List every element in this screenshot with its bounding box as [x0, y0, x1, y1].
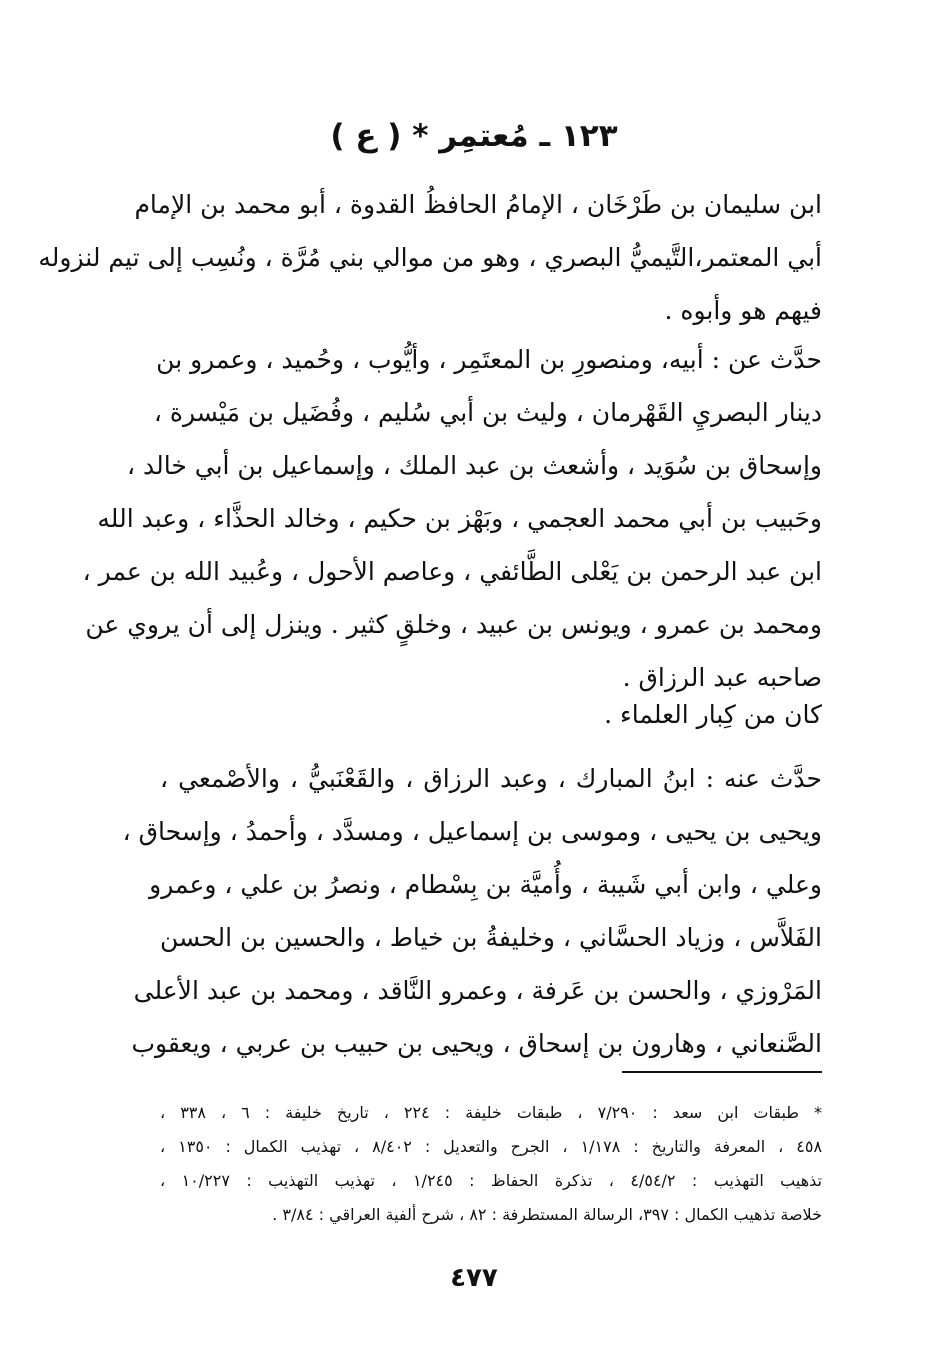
- text-line: حدَّث عن : أبيه، ومنصورِ بن المعتَمِر ، وأيُّوب ، وحُميد ، وعمرو بن: [156, 345, 822, 374]
- text-line: كان من كِبار العلماء .: [604, 700, 822, 729]
- footnotes: [160, 1096, 822, 1232]
- text-line: حدَّث عنه : ابنُ المبارك ، وعبد الرزاق ، والقَعْنَبيُّ ، والأصْمعي ،: [160, 764, 822, 793]
- text-line: الصَّنعاني ، وهارون بن إسحاق ، ويحيى بن حبيب بن عربي ، ويعقوب: [131, 1029, 822, 1058]
- text-line: الفَلاَّس ، وزياد الحسَّاني ، وخليفةُ بن خياط ، والحسين بن الحسن: [160, 923, 822, 952]
- text-line: وإسحاق بن سُوَيد ، وأشعث بن عبد الملك ، وإسماعيل بن أبي خالد ،: [126, 451, 822, 480]
- page-number: ٤٧٧: [450, 1263, 498, 1293]
- paragraph-biography: [38, 178, 822, 337]
- text-line: أبي المعتمر،التَّيميُّ البصري ، وهو من موالي بني مُرَّة ، ونُسِب إلى تيم لنزوله: [38, 243, 822, 272]
- text-line: ومحمد بن عمرو ، ويونس بن عبيد ، وخلقٍ كثير . وينزل إلى أن يروي عن: [85, 610, 822, 639]
- text-line: دينار البصريِ القَهْرمان ، وليث بن أبي سُليم ، وفُضَيل بن مَيْسرة ،: [153, 398, 822, 427]
- text-line: فيهم هو وأبوه .: [664, 296, 822, 325]
- footnote-line: خلاصة تذهيب الكمال : ٣٩٧، الرسالة المستطرفة : ٨٢ ، شرح ألفية العراقي : ٣/٨٤ .: [272, 1205, 822, 1224]
- text-line: المَرْوزي ، والحسن بن عَرفة ، وعمرو النَّاقد ، ومحمد بن عبد الأعلى: [133, 976, 822, 1005]
- text-line: وحَبيب بن أبي محمد العجمي ، وبَهْز بن حكيم ، وخالد الحذَّاء ، وعبد الله: [97, 504, 822, 533]
- text-line: ويحيى بن يحيى ، وموسى بن إسماعيل ، ومسدَّد ، وأحمدُ ، وإسحاق ،: [122, 817, 822, 846]
- text-line: ابن سليمان بن طَرْخَان ، الإمامُ الحافظُ القدوة ، أبو محمد بن الإمام: [134, 190, 822, 219]
- paragraph-narrated-by: [122, 752, 822, 1070]
- text-line: وعلي ، وابن أبي شَيبة ، وأُميَّة بن بِسْطام ، ونصرُ بن علي ، وعمرو: [149, 870, 822, 899]
- paragraph-status: [160, 688, 822, 741]
- paragraph-narrated-from: [82, 333, 822, 704]
- footnote-line: ٤٥٨ ، المعرفة والتاريخ : ١/١٧٨ ، الجرح والتعديل : ٨/٤٠٢ ، تهذيب الكمال : ١٣٥٠ ،: [160, 1137, 823, 1156]
- footnote-line: تذهيب التهذيب : ٤/٥٤/٢ ، تذكرة الحفاظ : ١/٢٤٥ ، تهذيب التهذيب : ١٠/٢٢٧ ،: [160, 1171, 823, 1190]
- text-line: ابن عبد الرحمن بن يَعْلى الطَّائفي ، وعاصم الأحول ، وعُبيد الله بن عمر ،: [82, 557, 822, 586]
- text-line: صاحبه عبد الرزاق .: [622, 663, 822, 692]
- footnote-divider: [622, 1071, 822, 1073]
- entry-title: ١٢٣ ـ مُعتمِر * ( ع ): [330, 118, 618, 154]
- footnote-line: * طبقات ابن سعد : ٧/٢٩٠ ، طبقات خليفة : ٢٢٤ ، تاريخ خليفة : ٦ ، ٣٣٨ ،: [160, 1103, 823, 1122]
